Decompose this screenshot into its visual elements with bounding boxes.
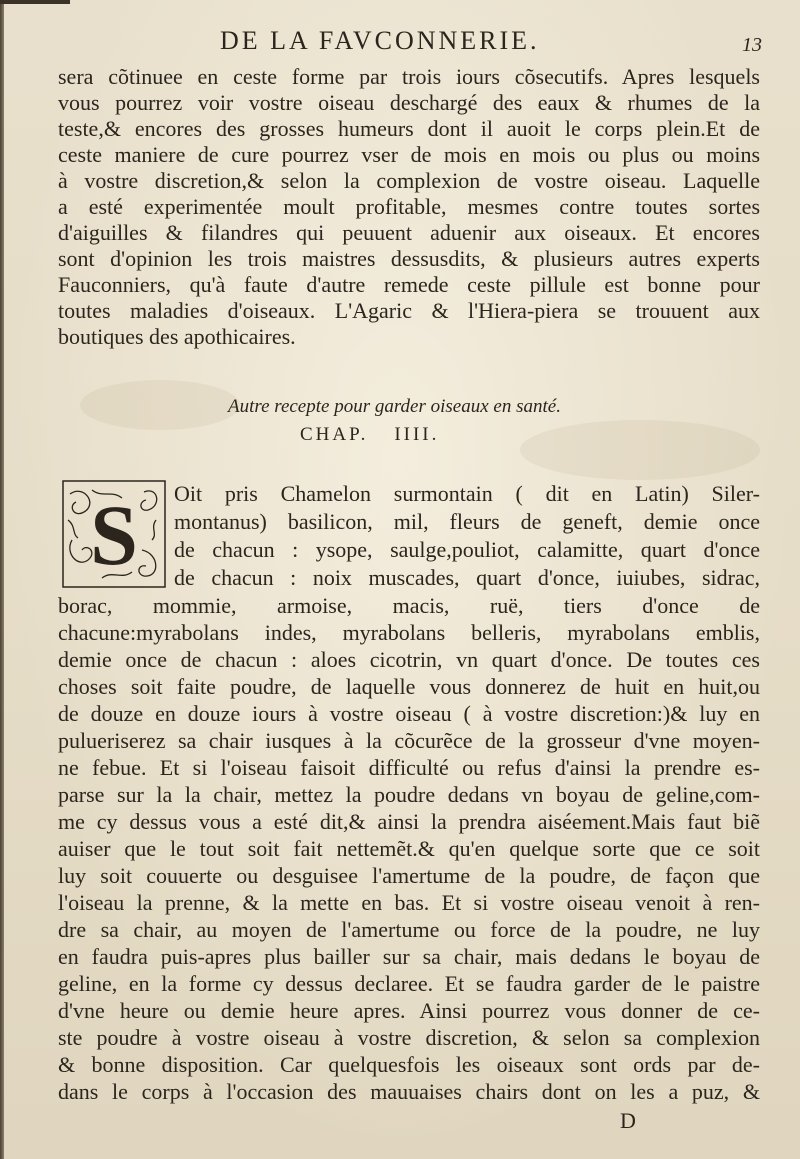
text-line: & bonne disposition. Car quelquesfois les oiseaux sont ords par de- xyxy=(58,1052,760,1077)
text-line: choses soit faite poudre, de laquelle vous donnerez de huit en huit,ou xyxy=(58,674,760,699)
text-line: à vostre discretion,& selon la complexion de vostre oiseau. Laquelle xyxy=(58,168,760,193)
page-number: 13 xyxy=(742,34,762,56)
page-top-edge xyxy=(0,0,70,4)
text-line: l'oiseau la prenne, & la mette en bas. Et si vostre oiseau venoit à ren- xyxy=(58,890,760,915)
text-line: parse sur la la chair, mettez la poudre dedans vn boyau de geline,com- xyxy=(58,782,760,807)
text-line: teste,& encores des grosses humeurs dont il auoit le corps plein.Et de xyxy=(58,116,760,141)
text-line: boutiques des apothicaires. xyxy=(58,324,296,349)
text-line: vous pourrez voir vostre oiseau deschargé des eaux & rhumes de la xyxy=(58,90,760,115)
chapter-number: IIII. xyxy=(394,424,440,445)
chapter-label xyxy=(300,424,439,446)
text-line: auiser que le tout soit fait nettemẽt.& qu'en quelque sorte que ce soit xyxy=(58,836,760,861)
paragraph-2 xyxy=(58,592,760,1105)
paper-stain xyxy=(520,420,760,480)
text-line: d'aiguilles & filandres qui peuuent aduenir aux oiseaux. Et encores xyxy=(58,220,760,245)
text-line: Fauconniers, qu'à faute d'autre remede ceste pillule est bonne pour xyxy=(58,272,760,297)
chapter-heading: Autre recepte pour garder oiseaux en santé. xyxy=(228,396,561,417)
text-line: de douze en douze iours à vostre oiseau ( à vostre discretion:)& luy en xyxy=(58,701,760,726)
chapter-label-text: CHAP. xyxy=(300,424,369,445)
text-line: dans le corps à l'occasion des mauuaises chairs dont on les a puz, & xyxy=(58,1079,760,1104)
text-line: toutes maladies d'oiseaux. L'Agaric & l'Hiera-piera se trouuent aux xyxy=(58,298,760,323)
signature-mark: D xyxy=(620,1108,636,1133)
decorated-dropcap xyxy=(62,480,166,588)
text-line: demie once de chacun : aloes cicotrin, vn quart d'once. De toutes ces xyxy=(58,647,760,672)
running-head xyxy=(0,26,800,56)
text-line: montanus) basilicon, mil, fleurs de geneft, demie once xyxy=(174,509,760,534)
running-title: DE LA FAVCONNERIE. xyxy=(220,26,540,55)
page-binding-edge xyxy=(0,0,4,1159)
text-line: luy soit couuerte ou desguisee l'amertume de la poudre, de façon que xyxy=(58,863,760,888)
text-line: geline, en la forme cy dessus declaree. Et se faudra garder de le paistre xyxy=(58,971,760,996)
text-line: chacune:myrabolans indes, myrabolans belleris, myrabolans emblis, xyxy=(58,620,760,645)
paragraph-2-indented xyxy=(174,480,760,592)
text-line: d'vne heure ou demie heure apres. Ainsi pourrez vous donner de ce- xyxy=(58,998,760,1023)
text-line: sont d'opinion les trois maistres dessusdits, & plusieurs autres experts xyxy=(58,246,760,271)
text-line: borac, mommie, armoise, macis, ruë, tiers d'once de xyxy=(58,593,760,618)
text-line: pulueriserez sa chair iusques à la cõcurẽce de la grosseur d'vne moyen- xyxy=(58,728,760,753)
text-line: a esté experimentée moult profitable, mesmes contre toutes sortes xyxy=(58,194,760,219)
paragraph-1 xyxy=(58,64,760,350)
text-line: ceste maniere de cure pourrez vser de mois en mois ou plus ou moins xyxy=(58,142,760,167)
paper-stain xyxy=(80,380,240,430)
text-line: sera cõtinuee en ceste forme par trois iours cõsecutifs. Apres lesquels xyxy=(58,64,760,89)
text-line: de chacun : noix muscades, quart d'once, iuiubes, sidrac, xyxy=(174,565,760,590)
text-line: Oit pris Chamelon surmontain ( dit en Latin) Siler- xyxy=(174,481,760,506)
text-line: de chacun : ysope, saulge,pouliot, calamitte, quart d'once xyxy=(174,537,760,562)
text-line: dre sa chair, au moyen de l'amertume ou force de la poudre, ne luy xyxy=(58,917,760,942)
text-line: en faudra puis-apres plus bailler sur sa chair, mais dedans le boyau de xyxy=(58,944,760,969)
dropcap-letter: S xyxy=(90,487,138,583)
text-line: ste poudre à vostre oiseau à vostre discretion, & selon sa complexion xyxy=(58,1025,760,1050)
text-line: ne febue. Et si l'oiseau faisoit difficulté ou refus d'ainsi la prendre es- xyxy=(58,755,760,780)
text-line: me cy dessus vous a esté dit,& ainsi la prendra aiséement.Mais faut biẽ xyxy=(58,809,760,834)
